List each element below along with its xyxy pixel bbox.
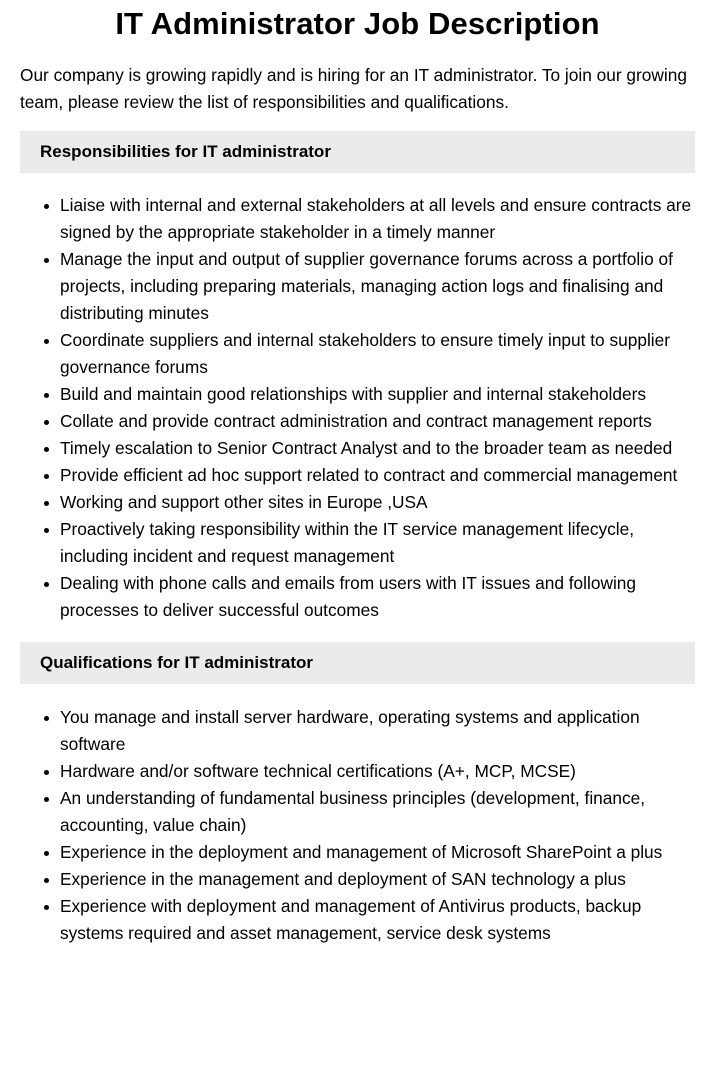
list-item-text: Experience with deployment and management of Antivirus products, backup systems required and asset management, service desk systems <box>60 896 642 943</box>
bullet-icon <box>44 474 49 479</box>
bullet-icon <box>44 258 49 263</box>
bullet-icon <box>44 501 49 506</box>
bullet-icon <box>44 770 49 775</box>
list-item-text: An understanding of fundamental business principles (development, finance, accounting, value chain) <box>60 788 646 835</box>
responsibilities-heading: Responsibilities for IT administrator <box>20 131 695 173</box>
list-item <box>60 327 695 381</box>
list-item-text: Collate and provide contract administration and contract management reports <box>60 411 652 431</box>
list-item-text: Proactively taking responsibility within the IT service management lifecycle, including incident and request management <box>60 519 635 566</box>
bullet-icon <box>44 393 49 398</box>
qualifications-list <box>20 704 695 947</box>
list-item <box>60 785 695 839</box>
bullet-icon <box>44 204 49 209</box>
responsibilities-list <box>20 192 695 624</box>
list-item <box>60 839 695 866</box>
list-item <box>60 516 695 570</box>
qualifications-heading: Qualifications for IT administrator <box>20 642 695 684</box>
list-item <box>60 192 695 246</box>
list-item <box>60 893 695 947</box>
list-item <box>60 570 695 624</box>
bullet-icon <box>44 339 49 344</box>
bullet-icon <box>44 797 49 802</box>
list-item <box>60 489 695 516</box>
list-item <box>60 435 695 462</box>
page-title: IT Administrator Job Description <box>115 6 600 41</box>
bullet-icon <box>44 447 49 452</box>
bullet-icon <box>44 716 49 721</box>
list-item-text: Coordinate suppliers and internal stakeholders to ensure timely input to supplier governance forums <box>60 330 670 377</box>
list-item-text: Working and support other sites in Europe ,USA <box>60 492 428 512</box>
list-item <box>60 381 695 408</box>
list-item-text: Experience in the management and deployment of SAN technology a plus <box>60 869 626 889</box>
list-item-text: You manage and install server hardware, operating systems and application software <box>60 707 640 754</box>
bullet-icon <box>44 851 49 856</box>
list-item-text: Hardware and/or software technical certifications (A+, MCP, MCSE) <box>60 761 576 781</box>
bullet-icon <box>44 528 49 533</box>
list-item-text: Manage the input and output of supplier governance forums across a portfolio of projects, including preparing materials, managing action logs and finalising and distributing minutes <box>60 249 673 323</box>
list-item-text: Provide efficient ad hoc support related to contract and commercial management <box>60 465 678 485</box>
bullet-icon <box>44 878 49 883</box>
list-item-text: Dealing with phone calls and emails from users with IT issues and following processes to deliver successful outcomes <box>60 573 637 620</box>
list-item-text: Timely escalation to Senior Contract Analyst and to the broader team as needed <box>60 438 673 458</box>
list-item-text: Build and maintain good relationships with supplier and internal stakeholders <box>60 384 647 404</box>
intro-paragraph: Our company is growing rapidly and is hiring for an IT administrator. To join our growing team, please review the list of responsibilities and qualifications. <box>20 65 687 112</box>
list-item-text: Experience in the deployment and management of Microsoft SharePoint a plus <box>60 842 663 862</box>
list-item <box>60 758 695 785</box>
list-item <box>60 462 695 489</box>
list-item <box>60 246 695 327</box>
list-item <box>60 704 695 758</box>
bullet-icon <box>44 420 49 425</box>
list-item-text: Liaise with internal and external stakeholders at all levels and ensure contracts are signed by the appropriate stakeholder in a timely manner <box>60 195 692 242</box>
list-item <box>60 408 695 435</box>
list-item <box>60 866 695 893</box>
bullet-icon <box>44 905 49 910</box>
bullet-icon <box>44 582 49 587</box>
